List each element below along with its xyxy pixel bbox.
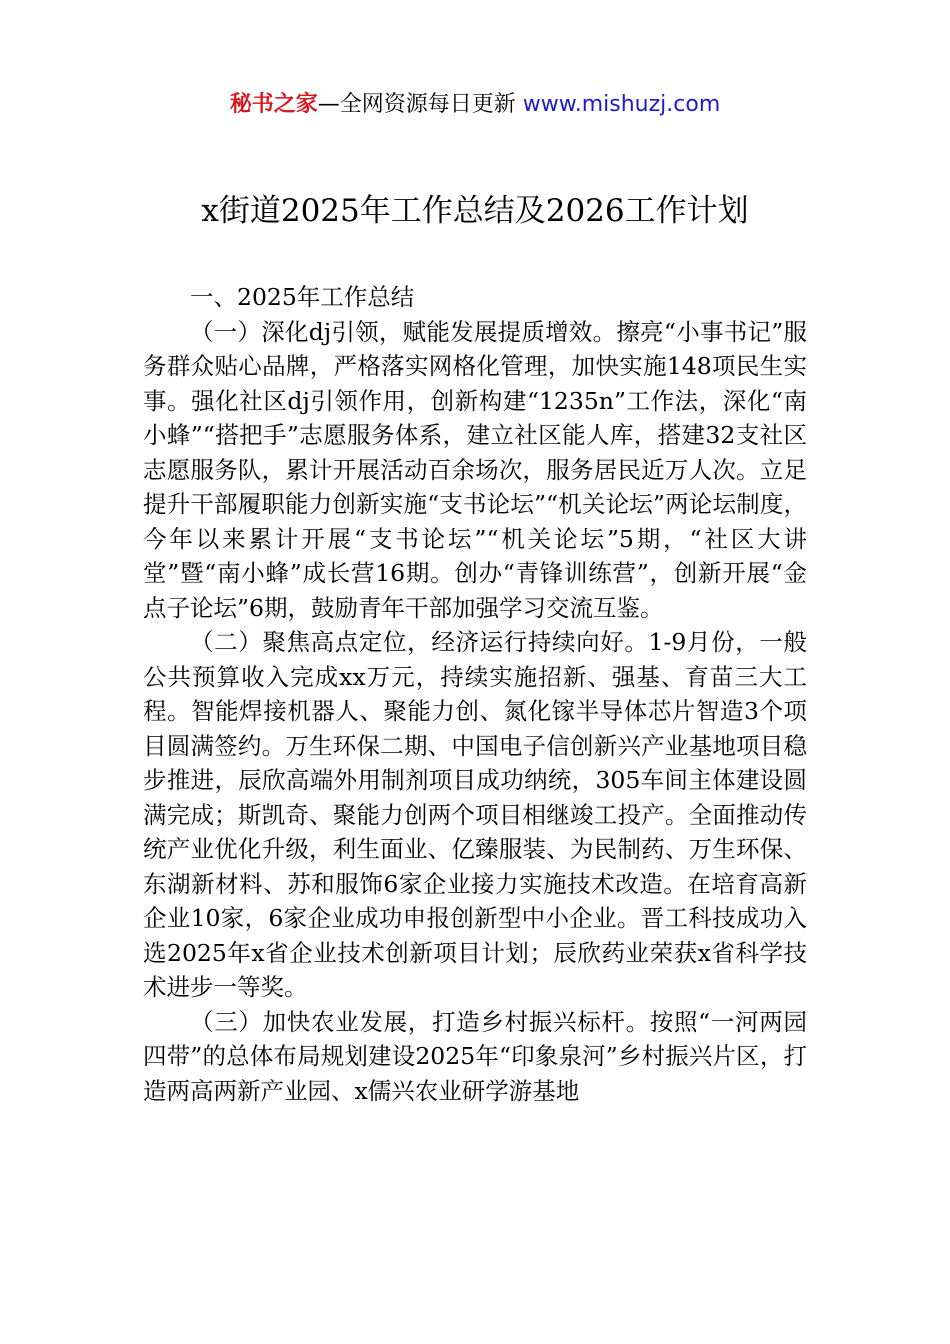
brand-name: 秘书之家 bbox=[229, 92, 318, 117]
paragraph-1: （一）深化dj引领，赋能发展提质增效。擦亮“小事书记”服务群众贴心品牌，严格落实网格化管理，加快实施148项民生实事。强化社区dj引领作用，创新构建“1235n”工作法，深化“南小蜂”“搭把手”志愿服务体系，建立社区能人库，搭建32支社区志愿服务队，累计开展活动百余场次，服务居民近万人次。立足提升干部履职能力创新实施“支书论坛”“机关论坛”两论坛制度，今年以来累计开展“支书论坛”“机关论坛”5期，“社区大讲堂”暨“南小蜂”成长营16期。创办“青锋训练营”，创新开展“金点子论坛”6期，鼓励青年干部加强学习交流互鉴。 bbox=[143, 317, 807, 622]
document-body bbox=[143, 280, 807, 1108]
section-heading: 一、2025年工作总结 bbox=[190, 283, 415, 311]
site-url-link[interactable]: www.mishuzj.com bbox=[522, 92, 721, 117]
paragraph-3: （三）加快农业发展，打造乡村振兴标杆。按照“一河两园四带”的总体布局规划建设2025年“印象泉河”乡村振兴片区，打造两高两新产业园、x儒兴农业研学游基地 bbox=[143, 1007, 807, 1105]
banner-tagline: —全网资源每日更新 bbox=[317, 92, 523, 117]
site-banner bbox=[0, 88, 950, 122]
paragraph-2: （二）聚焦高点定位，经济运行持续向好。1-9月份，一般公共预算收入完成xx万元，持续实施招新、强基、育苗三大工程。智能焊接机器人、聚能力创、氮化镓半导体芯片智造3个项目圆满签约。万生环保二期、中国电子信创新兴产业基地项目稳步推进，辰欣高端外用制剂项目成功纳统，305车间主体建设圆满完成；斯凯奇、聚能力创两个项目相继竣工投产。全面推动传统产业优化升级，利生面业、亿臻服装、为民制药、万生环保、东湖新材料、苏和服饰6家企业接力实施技术改造。在培育高新企业10家，6家企业成功申报创新型中小企业。晋工科技成功入选2025年x省企业技术创新项目计划；辰欣药业荣获x省科学技术进步一等奖。 bbox=[143, 628, 807, 1001]
document-title: x街道2025年工作总结及2026工作计划 bbox=[201, 193, 749, 229]
